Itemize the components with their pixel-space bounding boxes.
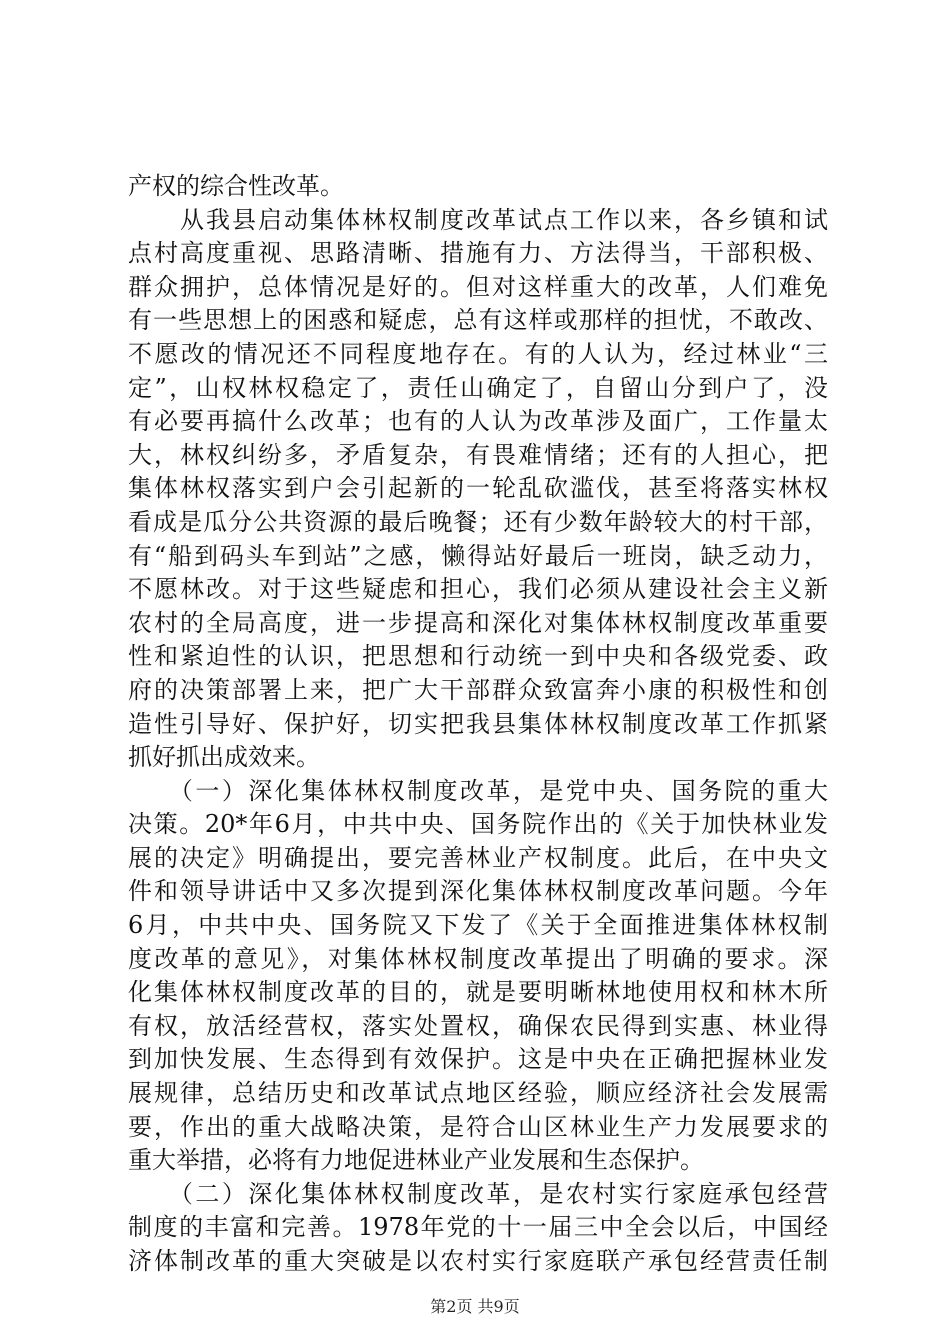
text-line: 度改革的意见》，对集体林权制度改革提出了明确的要求。深 xyxy=(128,944,828,973)
text-line: 性和紧迫性的认识，把思想和行动统一到中央和各级党委、政 xyxy=(128,642,828,671)
text-line: 济体制改革的重大突破是以农村实行家庭联产承包经营责任制 xyxy=(128,1247,828,1275)
text-line: （二）深化集体林权制度改革，是农村实行家庭承包经营 xyxy=(128,1179,828,1208)
text-line: 有权，放活经营权，落实处置权，确保农民得到实惠、林业得 xyxy=(128,1011,828,1040)
text-line: 不愿改的情况还不同程度地存在。有的人认为，经过林业“三 xyxy=(128,339,828,368)
text-line: 抓好抓出成效来。 xyxy=(128,743,320,772)
text-line: 定”，山权林权稳定了，责任山确定了，自留山分到户了，没 xyxy=(128,373,828,402)
document-body xyxy=(128,170,828,1279)
text-line: 6月，中共中央、国务院又下发了《关于全面推进集体林权制 xyxy=(128,911,828,940)
text-line: 不愿林改。对于这些疑虑和担心，我们必须从建设社会主义新 xyxy=(128,575,828,604)
text-line: 大，林权纠纷多，矛盾复杂，有畏难情绪；还有的人担心，把 xyxy=(128,440,828,469)
text-line: 展规律，总结历史和改革试点地区经验，顺应经济社会发展需 xyxy=(128,1079,828,1108)
text-line: 产权的综合性改革。 xyxy=(128,172,344,200)
text-line: 集体林权落实到户会引起新的一轮乱砍滥伐，甚至将落实林权 xyxy=(128,474,828,503)
text-line: （一）深化集体林权制度改革，是党中央、国务院的重大 xyxy=(128,776,828,805)
text-line: 件和领导讲话中又多次提到深化集体林权制度改革问题。今年 xyxy=(128,877,828,906)
text-line: 农村的全局高度，进一步提高和深化对集体林权制度改革重要 xyxy=(128,608,828,637)
page-footer: 第2页 共9页 xyxy=(430,1297,520,1316)
text-line: 从我县启动集体林权制度改革试点工作以来，各乡镇和试 xyxy=(128,205,828,234)
text-line: 制度的丰富和完善。1978年党的十一届三中全会以后，中国经 xyxy=(128,1213,828,1242)
text-line: 群众拥护，总体情况是好的。但对这样重大的改革，人们难免 xyxy=(128,272,828,301)
text-line: 点村高度重视、思路清晰、措施有力、方法得当，干部积极、 xyxy=(128,239,828,268)
text-line: 决策。20*年6月，中共中央、国务院作出的《关于加快林业发 xyxy=(128,810,828,839)
text-line: 造性引导好、保护好，切实把我县集体林权制度改革工作抓紧 xyxy=(128,709,828,738)
text-line: 重大举措，必将有力地促进林业产业发展和生态保护。 xyxy=(128,1146,704,1175)
text-line: 展的决定》明确提出，要完善林业产权制度。此后，在中央文 xyxy=(128,843,828,872)
text-line: 有必要再搞什么改革；也有的人认为改革涉及面广，工作量太 xyxy=(128,407,828,436)
text-line: 看成是瓜分公共资源的最后晚餐；还有少数年龄较大的村干部， xyxy=(128,507,828,536)
text-line: 府的决策部署上来，把广大干部群众致富奔小康的积极性和创 xyxy=(128,675,828,704)
text-line: 要，作出的重大战略决策，是符合山区林业生产力发展要求的 xyxy=(128,1112,828,1141)
text-line: 化集体林权制度改革的目的，就是要明晰林地使用权和林木所 xyxy=(128,978,828,1007)
text-line: 到加快发展、生态得到有效保护。这是中央在正确把握林业发 xyxy=(128,1045,828,1074)
text-line: 有一些思想上的困惑和疑虑，总有这样或那样的担忧，不敢改、 xyxy=(128,306,828,335)
text-line: 有“船到码头车到站”之感，懒得站好最后一班岗，缺乏动力， xyxy=(128,541,828,570)
